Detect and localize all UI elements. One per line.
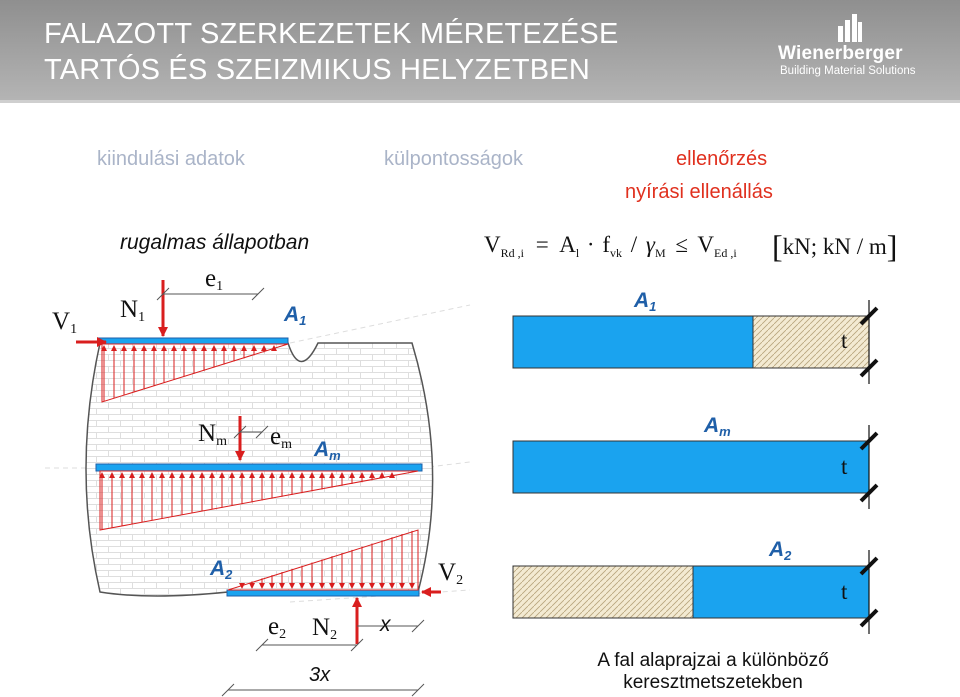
middle-plate xyxy=(96,464,422,471)
elastic-state-note: rugalmas állapotban xyxy=(120,231,310,254)
subtitle-nyirasi-ellenallas: nyírási ellenállás xyxy=(625,181,773,203)
section-a2-cracked xyxy=(513,566,693,618)
label-v1: $V_1$ xyxy=(52,308,78,337)
formula-units: [kN; kN / m] xyxy=(772,228,898,264)
label-e2: $e_2$ xyxy=(268,613,287,642)
label-a2-section: $A_2$ xyxy=(769,538,792,563)
tab-kiindulasi-adatok[interactable]: kiindulási adatok xyxy=(97,148,245,170)
label-a1-section: $A_1$ xyxy=(634,289,657,314)
label-v2: $V_2$ xyxy=(438,559,464,588)
label-t-3: t xyxy=(841,579,848,604)
label-em: $e_m$ xyxy=(270,423,292,452)
title-line-1: FALAZOTT SZERKEZETEK MÉRETEZÉSE xyxy=(44,18,619,50)
label-t-1: t xyxy=(841,328,848,353)
label-n1: $N_1$ xyxy=(120,296,146,325)
label-am-left: $A_m$ xyxy=(314,438,341,463)
section-am xyxy=(513,441,869,493)
title-line-2: TARTÓS ÉS SZEIZMIKUS HELYZETBEN xyxy=(44,54,591,86)
section-a1-compressed xyxy=(513,316,753,368)
label-3x: 3x xyxy=(309,664,331,686)
label-e1: $e_1$ xyxy=(205,265,224,294)
tab-kulpontossagok[interactable]: külpontosságok xyxy=(384,148,523,170)
label-x: x xyxy=(380,613,391,636)
brand-tagline: Building Material Solutions xyxy=(780,65,916,77)
caption-line-2: keresztmetszetekben xyxy=(623,671,803,693)
section-a1-cracked xyxy=(753,316,869,368)
bottom-plate xyxy=(227,590,419,596)
brand-name: Wienerberger xyxy=(778,43,903,64)
tab-ellenorzes[interactable]: ellenőrzés xyxy=(676,148,768,170)
shear-resistance-formula: $V_{Rd ,i} = A_l \cdot f_{vk} / \gamma_M \le V_{Ed ,i}$ xyxy=(484,232,737,260)
section-caption xyxy=(548,650,878,694)
label-am-section: $A_m$ xyxy=(704,414,731,439)
label-a1-left: $A_1$ xyxy=(284,303,307,328)
label-a2-left: $A_2$ xyxy=(210,557,233,582)
label-t-2: t xyxy=(841,454,848,479)
top-plate xyxy=(98,338,288,344)
caption-line-1: A fal alaprajzai a különböző xyxy=(597,650,829,671)
label-n2: $N_2$ xyxy=(312,614,338,643)
label-nm: $N_m$ xyxy=(198,420,227,449)
